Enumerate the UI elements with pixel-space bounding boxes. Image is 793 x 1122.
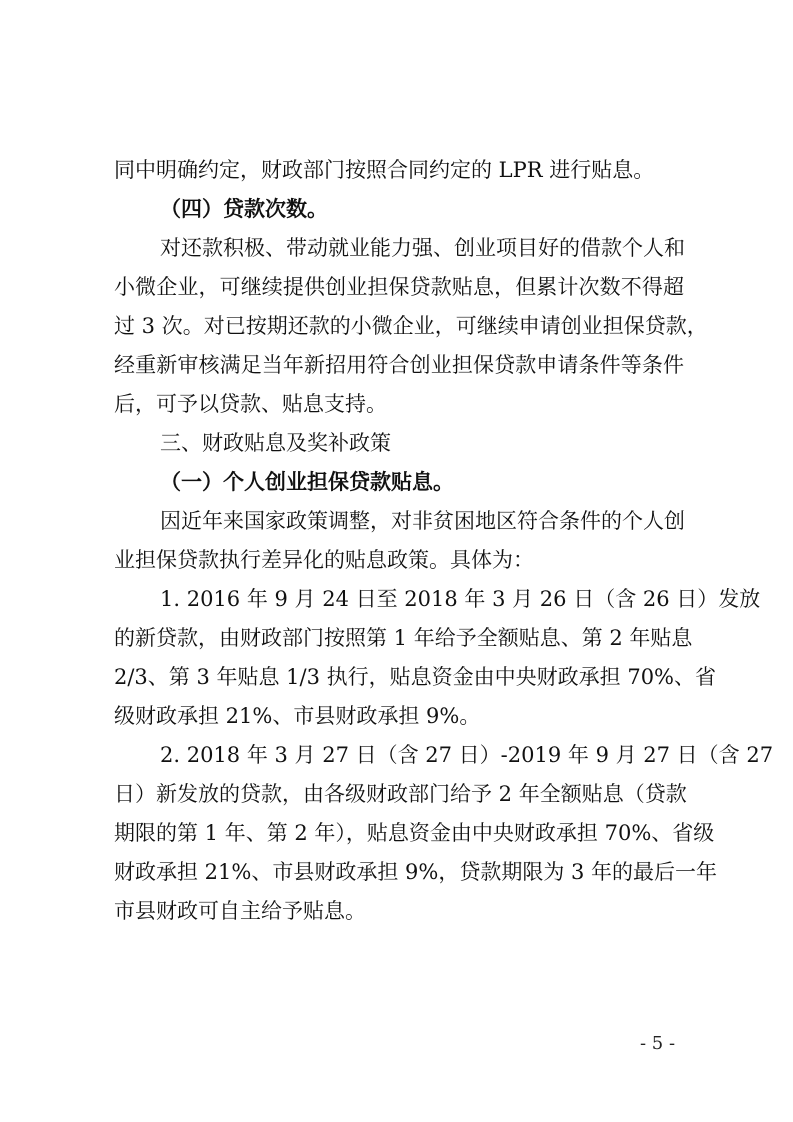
body-text-line: 级财政承担 21%、市县财政承担 9%。	[114, 704, 481, 728]
body-text-line: 财政承担 21%、市县财政承担 9%，贷款期限为 3 年的最后一年	[114, 860, 718, 884]
section-title: 三、财政贴息及奖补政策	[160, 431, 391, 455]
body-text-line: 日）新发放的贷款，由各级财政部门给予 2 年全额贴息（贷款	[114, 782, 687, 806]
page-number: - 5 -	[640, 1033, 676, 1054]
body-text-line: 过 3 次。对已按期还款的小微企业，可继续申请创业担保贷款，	[114, 314, 708, 338]
body-text-line: 2/3、第 3 年贴息 1/3 执行，贴息资金由中央财政承担 70%、省	[114, 665, 717, 689]
body-text-line: 同中明确约定，财政部门按照合同约定的 LPR 进行贴息。	[114, 158, 655, 182]
body-text-line: 2. 2018 年 3 月 27 日（含 27 日）-2019 年 9 月 27 日（含 27	[160, 743, 774, 767]
section-heading: （一）个人创业担保贷款贴息。	[160, 469, 454, 494]
body-text-line: 对还款积极、带动就业能力强、创业项目好的借款个人和	[160, 236, 685, 260]
body-text-line: 经重新审核满足当年新招用符合创业担保贷款申请条件等条件	[114, 353, 684, 377]
body-text-line: 的新贷款，由财政部门按照第 1 年给予全额贴息、第 2 年贴息	[114, 626, 693, 650]
body-text-line: 后，可予以贷款、贴息支持。	[114, 392, 387, 416]
body-text-line: 业担保贷款执行差异化的贴息政策。具体为：	[114, 548, 534, 572]
section-heading: （四）贷款次数。	[160, 196, 328, 221]
body-text-line: 因近年来国家政策调整，对非贫困地区符合条件的个人创	[160, 509, 685, 533]
body-text-line: 期限的第 1 年、第 2 年），贴息资金由中央财政承担 70%、省级	[114, 821, 715, 845]
body-text-line: 市县财政可自主给予贴息。	[114, 899, 366, 923]
body-text-line: 小微企业，可继续提供创业担保贷款贴息，但累计次数不得超	[114, 275, 684, 299]
body-text-line: 1. 2016 年 9 月 24 日至 2018 年 3 月 26 日（含 26 日）发放	[160, 587, 761, 611]
